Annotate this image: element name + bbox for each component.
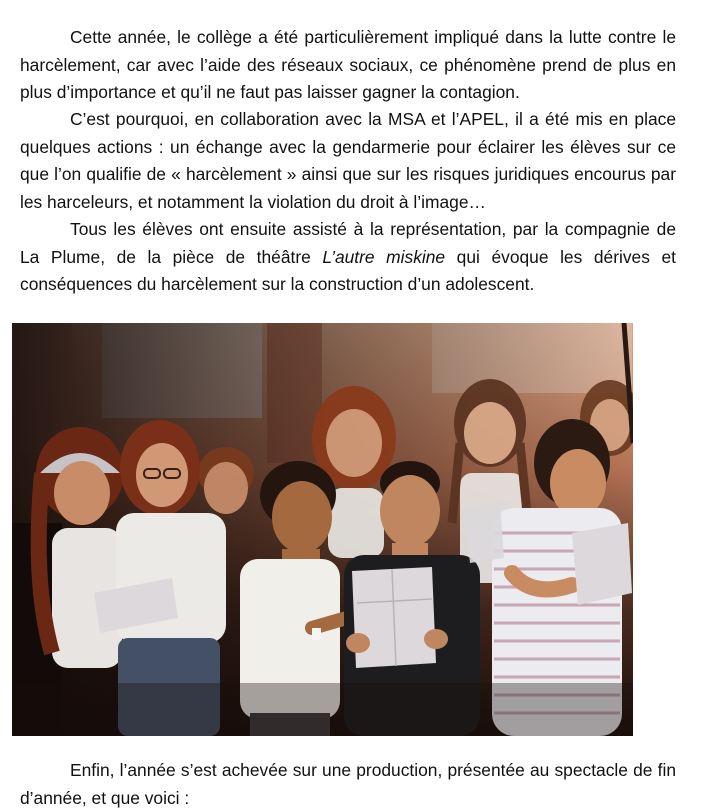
- photo-illustration: [12, 323, 633, 736]
- theatre-text-after: qui évoque les dérives et conséquences du harcèlement sur la construction d’un adolescent.: [20, 246, 676, 294]
- paragraph-actions: C’est pourquoi, en collaboration avec la MSA et l’APEL, il a été mis en place quelques actions : un échange avec la gendarmerie pour éclairer les élèves sur ce que l’on qualifie de « harcèlement » ainsi que sur les risques juridiques encourus par les harceleurs, et notamment la violation du droit à l’image…: [20, 109, 676, 212]
- theatre-text-before: Tous les élèves ont ensuite assisté à la représentation, par la compagnie de La Plume, de la pièce de théâtre: [20, 219, 676, 267]
- paragraph-intro: Cette année, le collège a été particulièrement impliqué dans la lutte contre le harcèlement, car avec l’aide des réseaux sociaux, ce phénomène prend de plus en plus d’importance et qu’il ne faut pas laisser gagner la contagion.: [20, 27, 676, 102]
- paragraph-theatre: [20, 216, 676, 299]
- play-title: L’autre miskine: [322, 246, 446, 267]
- children-reading-photo: [12, 323, 633, 736]
- paragraph-conclusion: Enfin, l’année s’est achevée sur une production, présentée au spectacle de fin d’année, et que voici :: [20, 760, 676, 808]
